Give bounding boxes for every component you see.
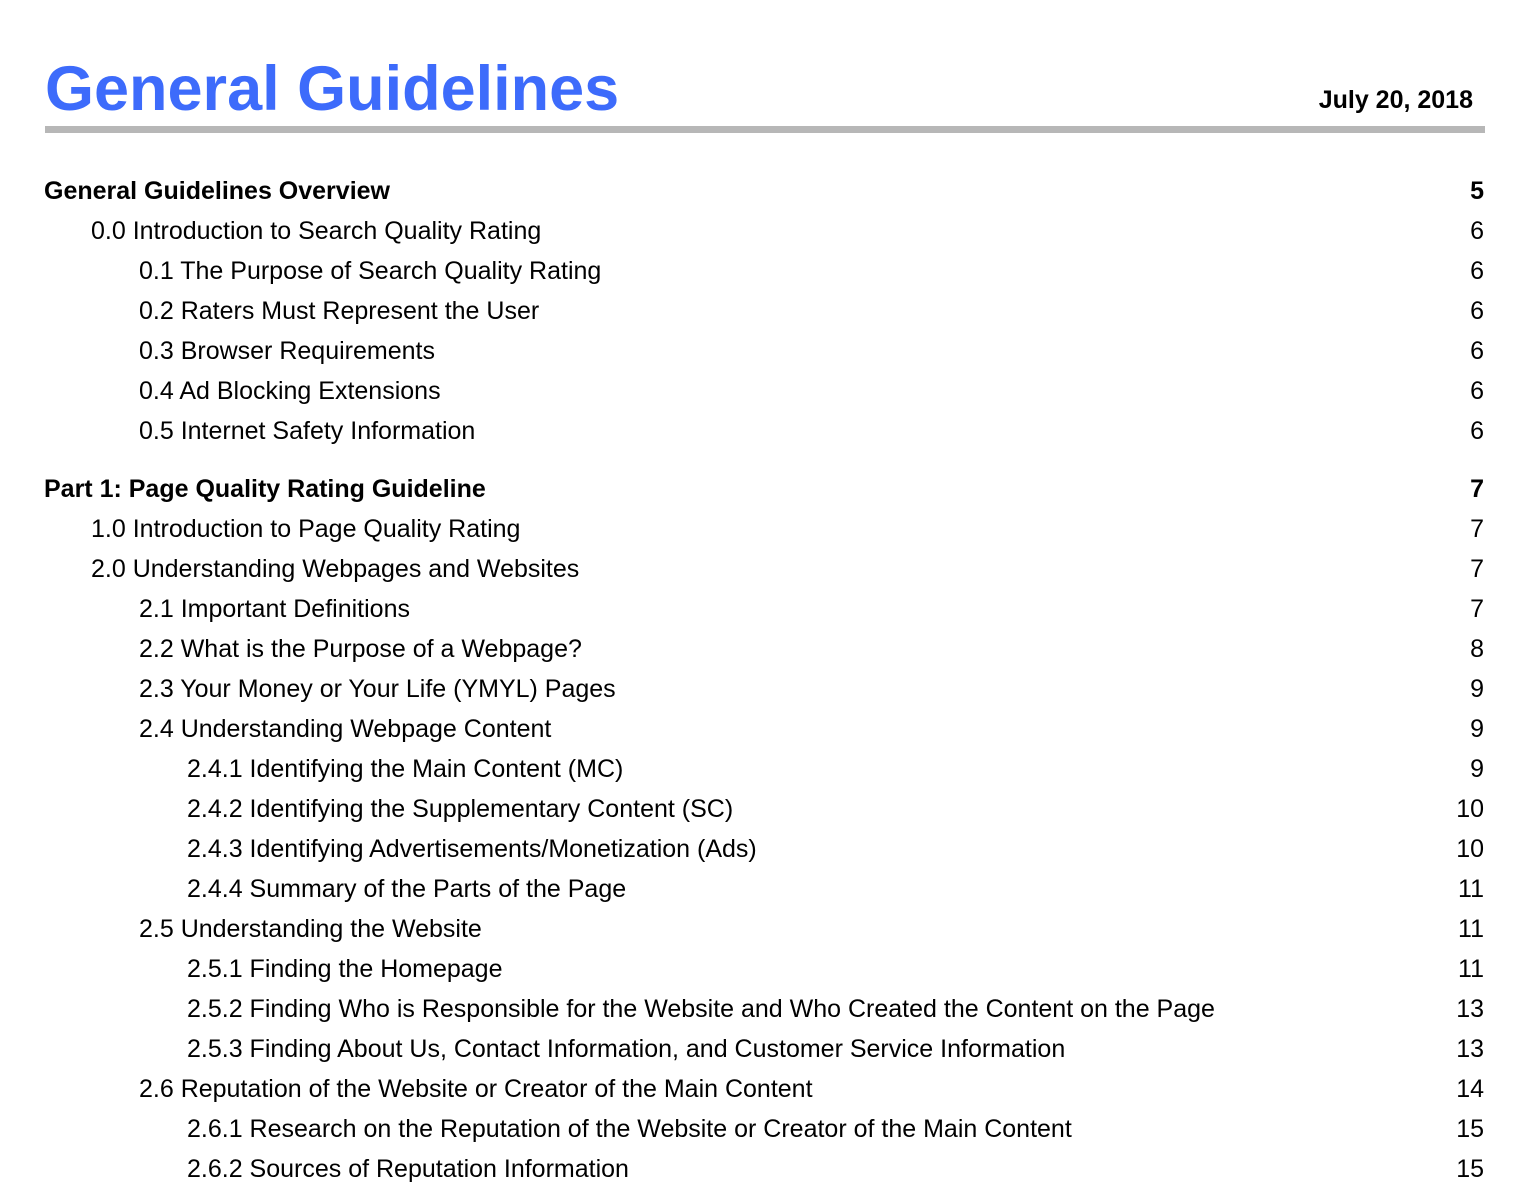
toc-entry-label: 0.3 Browser Requirements	[139, 337, 435, 365]
toc-entry-page: 7	[1470, 595, 1484, 623]
toc-entry[interactable]	[0, 1069, 1518, 1109]
toc-entry-page: 7	[1470, 475, 1484, 503]
toc-entry-label: 1.0 Introduction to Page Quality Rating	[91, 515, 521, 543]
toc-entry-label: 2.4.1 Identifying the Main Content (MC)	[187, 755, 624, 783]
toc-entry-label: 2.4.2 Identifying the Supplementary Content (SC)	[187, 795, 734, 823]
toc-entry[interactable]	[0, 251, 1518, 291]
toc-entry[interactable]	[0, 1029, 1518, 1069]
toc-entry[interactable]	[0, 549, 1518, 589]
toc-entry-label: 2.5.2 Finding Who is Responsible for the Website and Who Created the Content on the Page	[187, 995, 1215, 1023]
toc-entry-page: 9	[1470, 755, 1484, 783]
toc-entry-page: 15	[1456, 1155, 1484, 1183]
toc-entry[interactable]	[0, 709, 1518, 749]
table-of-contents	[0, 171, 1518, 1189]
toc-entry-page: 6	[1470, 297, 1484, 325]
toc-entry[interactable]	[0, 949, 1518, 989]
toc-entry-label: 2.0 Understanding Webpages and Websites	[91, 555, 580, 583]
toc-entry[interactable]	[0, 829, 1518, 869]
toc-entry-label: 2.5.1 Finding the Homepage	[187, 955, 503, 983]
toc-entry-page: 8	[1470, 635, 1484, 663]
toc-section-general-guidelines-overview[interactable]	[0, 171, 1518, 211]
header-divider	[45, 126, 1485, 133]
toc-entry-page: 6	[1470, 217, 1484, 245]
toc-entry-page: 6	[1470, 417, 1484, 445]
toc-entry-label: General Guidelines Overview	[44, 177, 390, 205]
toc-entry-page: 10	[1456, 835, 1484, 863]
toc-entry-label: 2.1 Important Definitions	[139, 595, 410, 623]
toc-entry-page: 11	[1458, 875, 1484, 903]
toc-entry-label: 2.4.4 Summary of the Parts of the Page	[187, 875, 627, 903]
toc-entry[interactable]	[0, 589, 1518, 629]
toc-entry-page: 11	[1458, 915, 1484, 943]
toc-entry-label: 2.5.3 Finding About Us, Contact Information, and Customer Service Information	[187, 1035, 1066, 1063]
toc-entry-page: 6	[1470, 337, 1484, 365]
toc-entry-label: 0.4 Ad Blocking Extensions	[139, 377, 441, 405]
toc-entry-label: Part 1: Page Quality Rating Guideline	[44, 475, 486, 503]
toc-entry-page: 9	[1470, 715, 1484, 743]
toc-entry-page: 7	[1470, 515, 1484, 543]
toc-entry-page: 10	[1456, 795, 1484, 823]
toc-entry[interactable]	[0, 789, 1518, 829]
document-title: General Guidelines	[45, 54, 620, 124]
toc-entry-label: 2.5 Understanding the Website	[139, 915, 482, 943]
toc-entry-page: 7	[1470, 555, 1484, 583]
toc-entry[interactable]	[0, 1149, 1518, 1189]
toc-section-part-1[interactable]	[0, 469, 1518, 509]
toc-entry[interactable]	[0, 411, 1518, 451]
toc-entry[interactable]	[0, 211, 1518, 251]
document-date: July 20, 2018	[1318, 86, 1473, 114]
toc-entry-page: 11	[1458, 955, 1484, 983]
toc-entry[interactable]	[0, 989, 1518, 1029]
toc-entry-label: 2.2 What is the Purpose of a Webpage?	[139, 635, 582, 663]
toc-entry[interactable]	[0, 909, 1518, 949]
toc-entry[interactable]	[0, 291, 1518, 331]
toc-entry-label: 2.6.1 Research on the Reputation of the Website or Creator of the Main Content	[187, 1115, 1072, 1143]
toc-entry-page: 14	[1456, 1075, 1484, 1103]
document-header	[45, 52, 1485, 134]
toc-entry-label: 2.4.3 Identifying Advertisements/Monetization (Ads)	[187, 835, 757, 863]
toc-entry[interactable]	[0, 629, 1518, 669]
toc-entry[interactable]	[0, 1109, 1518, 1149]
toc-entry-page: 9	[1470, 675, 1484, 703]
toc-entry-page: 6	[1470, 377, 1484, 405]
toc-entry-label: 0.1 The Purpose of Search Quality Rating	[139, 257, 602, 285]
toc-entry[interactable]	[0, 371, 1518, 411]
toc-entry[interactable]	[0, 869, 1518, 909]
toc-entry-label: 0.2 Raters Must Represent the User	[139, 297, 540, 325]
toc-entry-label: 0.0 Introduction to Search Quality Rating	[91, 217, 542, 245]
toc-entry-label: 2.4 Understanding Webpage Content	[139, 715, 552, 743]
toc-entry[interactable]	[0, 749, 1518, 789]
toc-entry[interactable]	[0, 509, 1518, 549]
toc-entry-page: 13	[1456, 1035, 1484, 1063]
toc-entry-label: 2.6.2 Sources of Reputation Information	[187, 1155, 629, 1183]
toc-entry-page: 5	[1470, 177, 1484, 205]
toc-entry-label: 2.6 Reputation of the Website or Creator of the Main Content	[139, 1075, 813, 1103]
toc-entry-label: 0.5 Internet Safety Information	[139, 417, 476, 445]
toc-entry-label: 2.3 Your Money or Your Life (YMYL) Pages	[139, 675, 616, 703]
toc-entry[interactable]	[0, 331, 1518, 371]
toc-entry-page: 6	[1470, 257, 1484, 285]
toc-entry-page: 13	[1456, 995, 1484, 1023]
toc-entry[interactable]	[0, 669, 1518, 709]
toc-entry-page: 15	[1456, 1115, 1484, 1143]
